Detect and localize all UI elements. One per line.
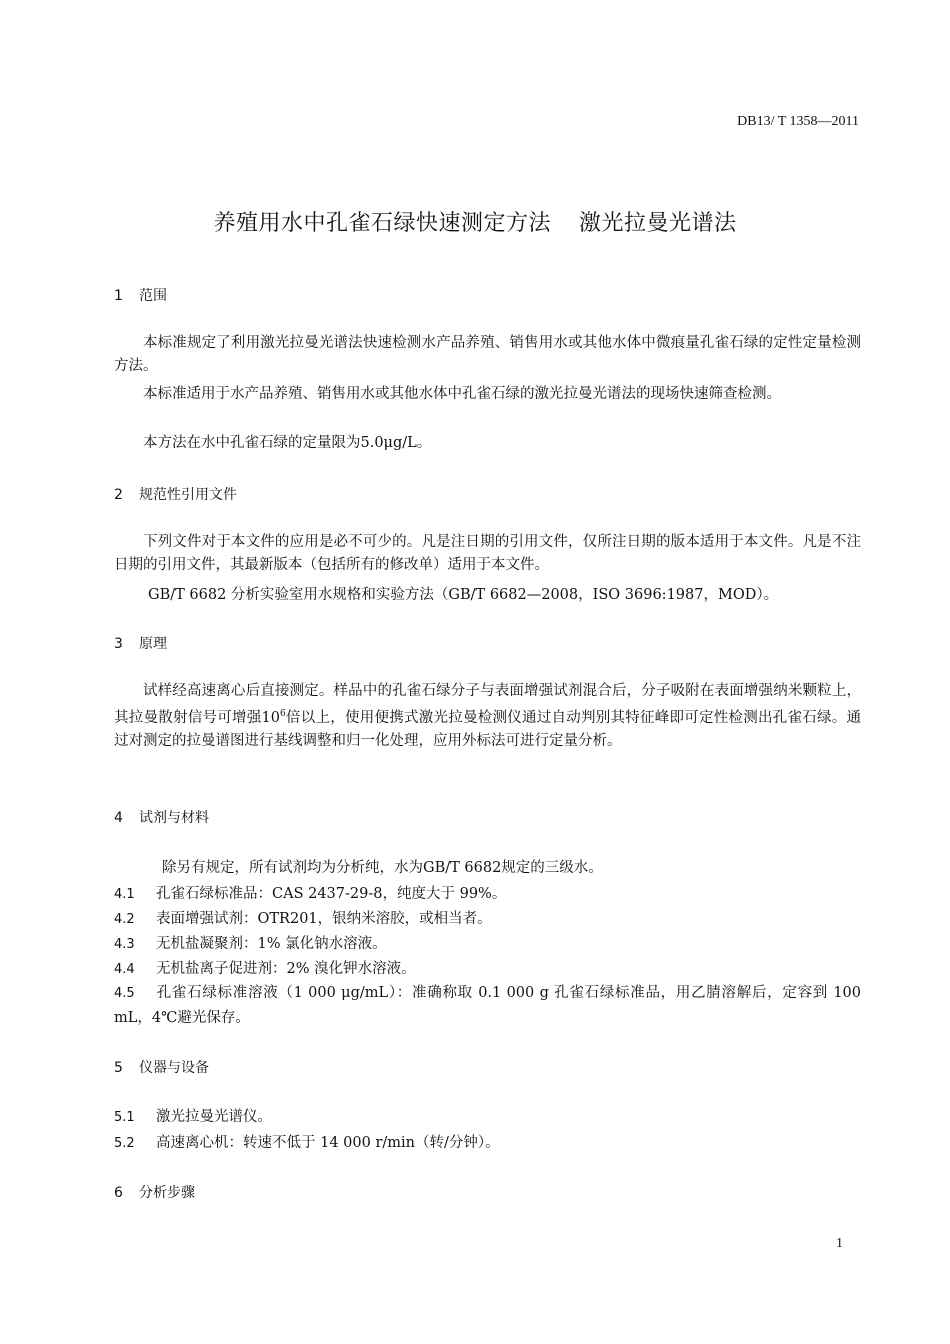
item-text: 孔雀石绿标准溶液（1 000 μg/mL）：准确称取 0.1 000 g 孔雀石绿标准品，用乙腈溶解后，定容到 100 mL，4℃避光保存。 — [114, 985, 861, 1026]
normative-reference: GB/T 6682 分析实验室用水规格和实验方法（GB/T 6682—2008，ISO 3696:1987，MOD）。 — [148, 587, 779, 603]
section-number: 4 — [114, 810, 123, 826]
paragraph: 本方法在水中孔雀石绿的定量限为5.0μg/L。 — [143, 435, 432, 451]
item-text: 高速离心机：转速不低于 14 000 r/min（转/分钟）。 — [156, 1135, 500, 1151]
item-number: 4.2 — [114, 912, 135, 927]
page-number: 1 — [836, 1236, 843, 1251]
item-text: 表面增强试剂：OTR201，银纳米溶胶，或相当者。 — [156, 911, 492, 927]
section-number: 6 — [114, 1185, 123, 1201]
item-number: 5.1 — [114, 1110, 135, 1125]
item-number: 5.2 — [114, 1136, 135, 1151]
item-number: 4.1 — [114, 887, 135, 902]
list-item — [114, 932, 387, 953]
paragraph: 本标准规定了利用激光拉曼光谱法快速检测水产品养殖、销售用水或其他水体中微痕量孔雀石绿的定性定量检测方法。 — [114, 335, 861, 374]
section-title: 试剂与材料 — [139, 810, 209, 826]
section-title: 仪器与设备 — [139, 1060, 209, 1076]
section-title: 分析步骤 — [139, 1185, 195, 1201]
section-6-heading — [114, 1182, 195, 1202]
list-item — [114, 1105, 272, 1126]
section-number: 1 — [114, 288, 123, 304]
section-number: 2 — [114, 487, 123, 503]
paragraph — [114, 680, 861, 753]
section-title: 范围 — [139, 288, 167, 304]
section-title: 规范性引用文件 — [139, 487, 237, 503]
list-item — [114, 907, 492, 928]
superscript: 6 — [279, 709, 286, 719]
section-5-heading — [114, 1057, 209, 1077]
section-title: 原理 — [139, 636, 167, 652]
text: 试样经高速离心后直接测定。样品中的孔雀石绿分子与表面增强试剂混合后，分子吸附在表面增强纳米颗粒上，其拉曼散射信号可增强10 — [114, 683, 861, 726]
paragraph: 除另有规定，所有试剂均为分析纯，水为GB/T 6682规定的三级水。 — [162, 860, 603, 876]
section-4-heading — [114, 807, 209, 827]
item-number: 4.3 — [114, 937, 135, 952]
title-sub: 激光拉曼光谱法 — [579, 211, 737, 236]
text: 倍以上，使用便携式激光拉曼检测仪通过自动判别其特征峰即可定性检测出孔雀石绿。通过对测定的拉曼谱图进行基线调整和归一化处理，应用外标法可进行定量分析。 — [114, 709, 861, 749]
list-item — [114, 981, 861, 1030]
paragraph: 下列文件对于本文件的应用是必不可少的。凡是注日期的引用文件，仅所注日期的版本适用于本文件。凡是不注日期的引用文件，其最新版本（包括所有的修改单）适用于本文件。 — [114, 534, 861, 573]
section-1-heading — [114, 285, 167, 305]
item-text: 无机盐凝聚剂：1% 氯化钠水溶液。 — [156, 936, 387, 952]
item-number: 4.4 — [114, 962, 135, 977]
paragraph: 本标准适用于水产品养殖、销售用水或其他水体中孔雀石绿的激光拉曼光谱法的现场快速筛查检测。 — [143, 386, 781, 402]
list-item — [114, 882, 506, 903]
title-main: 养殖用水中孔雀石绿快速测定方法 — [213, 211, 551, 236]
section-number: 5 — [114, 1060, 123, 1076]
list-item — [114, 1131, 500, 1152]
item-text: 激光拉曼光谱仪。 — [156, 1109, 272, 1125]
section-3-heading — [114, 633, 167, 653]
item-text: 无机盐离子促进剂：2% 溴化钾水溶液。 — [156, 961, 416, 977]
list-item — [114, 957, 416, 978]
document-title — [80, 206, 870, 237]
item-text: 孔雀石绿标准品：CAS 2437-29-8，纯度大于 99%。 — [156, 886, 507, 902]
item-number: 4.5 — [114, 986, 135, 1001]
section-2-heading — [114, 484, 237, 504]
document-code: DB13/ T 1358—2011 — [737, 114, 859, 129]
section-number: 3 — [114, 636, 123, 652]
